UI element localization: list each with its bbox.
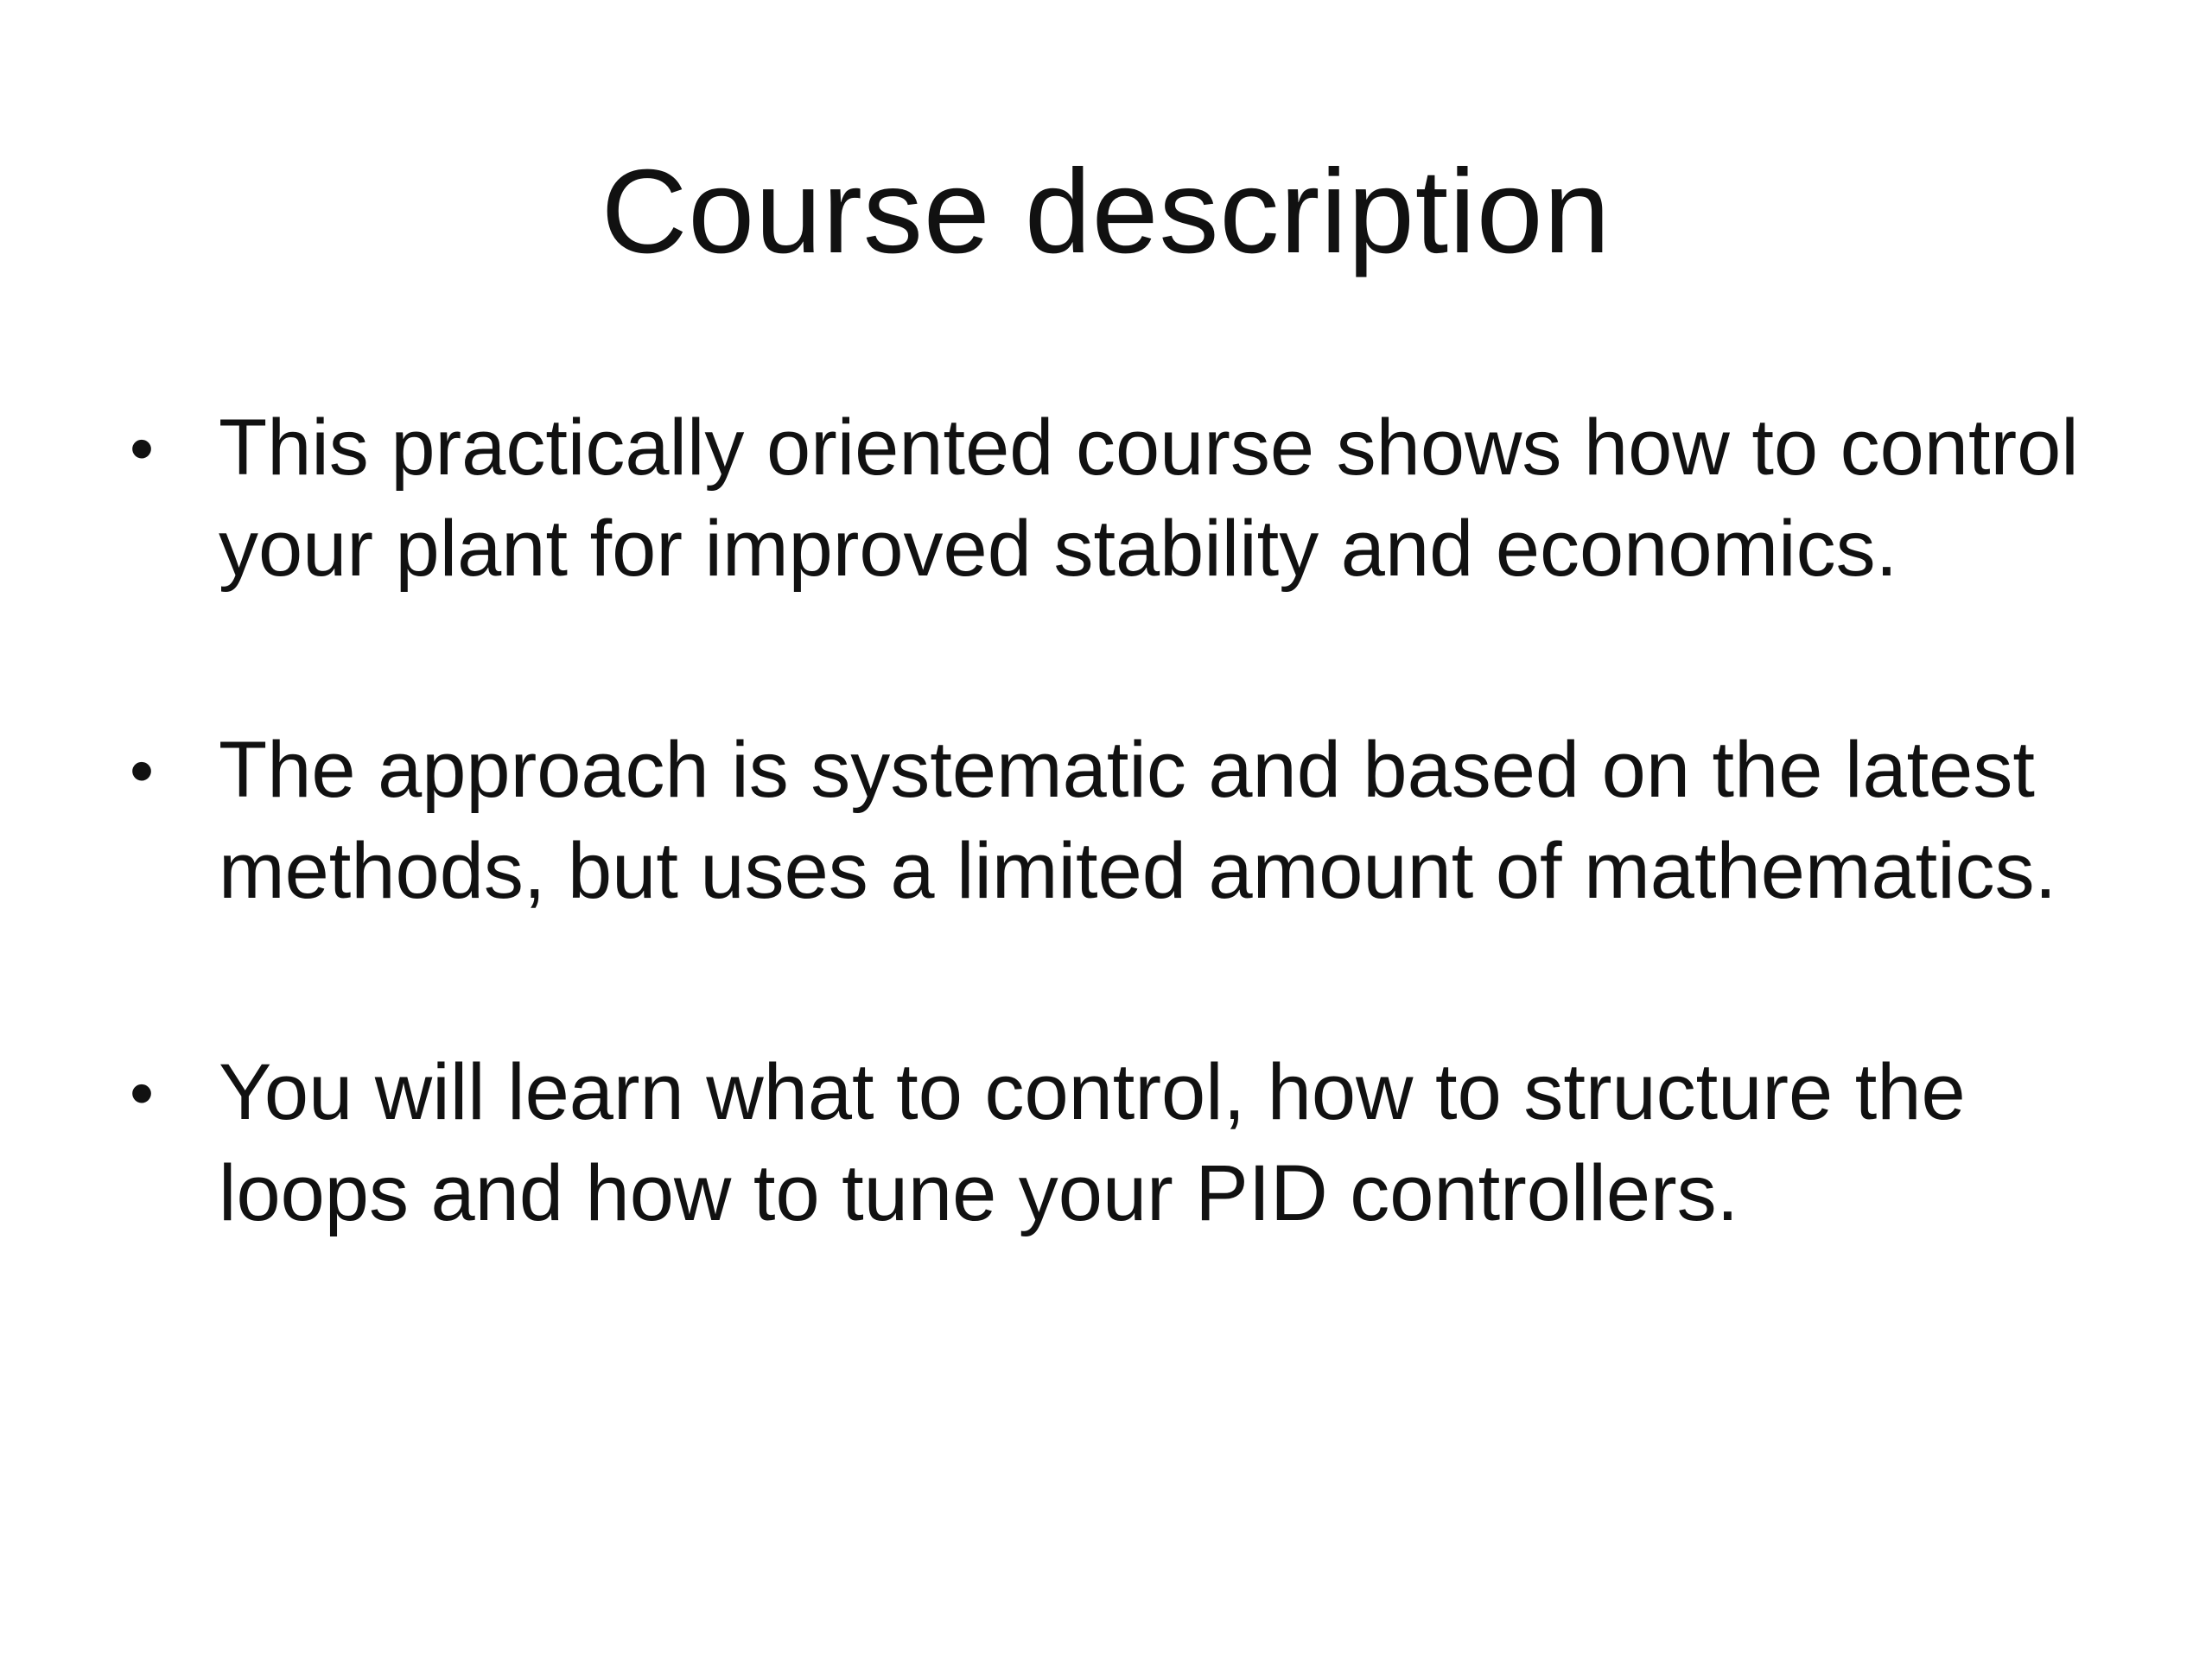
list-item <box>130 1042 2117 1244</box>
bullet-text: The approach is systematic and based on the latest methods, but uses a limited amount of mathematics. <box>219 726 2057 915</box>
bullet-icon: • <box>130 410 155 486</box>
slide-title: Course description <box>601 145 1611 278</box>
bullet-icon: • <box>130 1054 155 1131</box>
list-item <box>130 397 2117 600</box>
bullet-list <box>130 397 2117 1364</box>
list-item <box>130 720 2117 922</box>
bullet-text: This practically oriented course shows how to control your plant for improved stability and economics. <box>219 404 2079 593</box>
bullet-icon: • <box>130 732 155 809</box>
bullet-text: You will learn what to control, how to structure the loops and how to tune your PID controllers. <box>219 1048 1966 1237</box>
